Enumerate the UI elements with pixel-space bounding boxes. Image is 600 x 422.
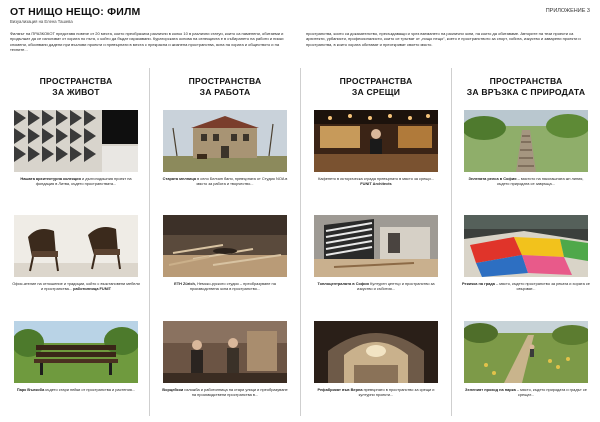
column-heading — [157, 76, 293, 97]
caption-bold: FUNIT Architects — [360, 181, 392, 187]
caption-text: – място, където пространство за реката и хората се свързват... — [495, 281, 590, 292]
caption — [462, 387, 590, 397]
photo-tunnel-interior — [314, 321, 438, 383]
photo-park-bench — [14, 321, 138, 383]
caption-bold: Топлоцентралата в София — [317, 281, 369, 286]
caption-bold: Рефабрикат във Верна — [317, 387, 363, 392]
photo-cafe-bar — [314, 110, 438, 172]
column-divider — [451, 68, 452, 416]
caption-text: Немско-руското студио – преобразуване на производствена зона в пространство... — [189, 281, 276, 292]
caption-bold: Нашата архитектурна колекция — [20, 176, 81, 181]
caption — [161, 387, 289, 397]
caption-text: Офис-ателие на отношение и традиции, който с възстановени мебели и пространства... — [12, 281, 140, 292]
caption-text: – място, където природата и градът се срещат... — [516, 387, 587, 398]
caption — [161, 176, 289, 186]
caption — [161, 281, 289, 291]
caption — [462, 176, 590, 186]
photo-striped-pavilion — [314, 215, 438, 277]
heading-line: ЗА ВРЪЗКА С ПРИРОДАТА — [466, 86, 586, 97]
caption-text: където стари пейки от пространства и растения... — [45, 387, 136, 392]
caption — [462, 281, 590, 291]
caption-text: превърнато в пространство за срещи и културни проекти... — [358, 387, 435, 398]
intro-text-right: пространства, които са доказателство, пресъздаващи и чрез вземането на различни зони, на които да обитаваме. Авторите на тези проекти са архитекти, урбанисти, професионалисти, които се тръгват от „нищо нещо“, което е пространството за спорт, хобита, изкуство и заварени проекти и пространства, в които хората обитават и преоткриват своето място. — [306, 31, 581, 47]
caption-text: и дългогодишния проект на фондация в Литва, където пространствата... — [35, 176, 132, 187]
appendix-label: ПРИЛОЖЕНИЕ 3 — [545, 8, 590, 14]
caption-text: Кафенето в историческа сграда превърнато в място за срещи... — [318, 176, 434, 181]
caption — [12, 176, 140, 186]
caption-bold: Зелената релса в София — [468, 176, 517, 181]
caption-bold: ETH Zürich, — [174, 281, 196, 286]
column-divider — [149, 68, 150, 416]
caption-bold: Зеленият проход на парка — [465, 387, 516, 392]
caption — [312, 387, 440, 397]
photo-colorful-riverside — [464, 215, 588, 277]
caption-bold: Ворцейски — [162, 387, 184, 392]
heading-line: ПРОСТРАНСТВА — [339, 76, 413, 86]
heading-line: ЗА СРЕЩИ — [351, 86, 401, 97]
column-heading — [458, 76, 594, 97]
caption-text: изложба и работилница на стари улици и преобразуване на производствени пространства в... — [184, 387, 288, 398]
caption-bold: Рекичка на града — [462, 281, 495, 286]
heading-line: ЗА ЖИВОТ — [52, 86, 100, 97]
caption-text: – мястото на някогашната жп линия, където природата се завръща... — [497, 176, 584, 187]
caption — [12, 281, 140, 291]
photo-garden-path — [464, 321, 588, 383]
heading-line: ПРОСТРАНСТВА — [489, 76, 563, 86]
column-nature — [458, 69, 594, 419]
caption — [312, 281, 440, 291]
column-divider — [300, 68, 301, 416]
photo-wooden-chairs — [14, 215, 138, 277]
page-title: ОТ НИЩО НЕЩО: ФИЛМ — [10, 6, 141, 18]
heading-line: ЗА РАБОТА — [199, 86, 251, 97]
column-living — [8, 69, 144, 419]
photo-workshop-people — [163, 321, 287, 383]
photo-green-railway — [464, 110, 588, 172]
photo-geometric-facade — [14, 110, 138, 172]
heading-line: ПРОСТРАНСТВА — [39, 76, 113, 86]
photo-old-mill-house — [163, 110, 287, 172]
heading-line: ПРОСТРАНСТВА — [188, 76, 262, 86]
caption-text: Културен център и пространство за изкуство и събития... — [357, 281, 435, 292]
column-heading — [308, 76, 444, 97]
intro-text-left: Филмът на ПРАЗКОКОТ представя повече от 20 места, които преобразиха различни в колко 10 в различни статуи, които са наменени, обитаеми и продължат да се използват от хората по пътя, с който да бъдат изразявани. Кураторската основа на селекцията е в събирането на работи и ниски спомени, обсипвани дадени при възлови проекти и превърнати в места с прекрасна и жизнена пространства, ясна на хората и обществото и на техните... — [10, 31, 284, 53]
caption-bold: Парк Вълкоба — [16, 387, 45, 392]
column-work — [157, 69, 293, 419]
caption-text: в село Белчин баня, превърната от Студио NOA в място за работа и творчество... — [196, 176, 288, 187]
caption — [312, 176, 440, 186]
column-meetings — [308, 69, 444, 419]
caption — [12, 387, 140, 392]
caption-bold: Старата мелница — [162, 176, 197, 181]
page-header — [10, 6, 590, 26]
column-heading — [8, 76, 144, 97]
caption-bold: работилница FUNIT — [73, 286, 112, 292]
page-subtitle: Визуализация на Елена Ташева — [10, 19, 73, 24]
photo-wooden-installation — [163, 215, 287, 277]
